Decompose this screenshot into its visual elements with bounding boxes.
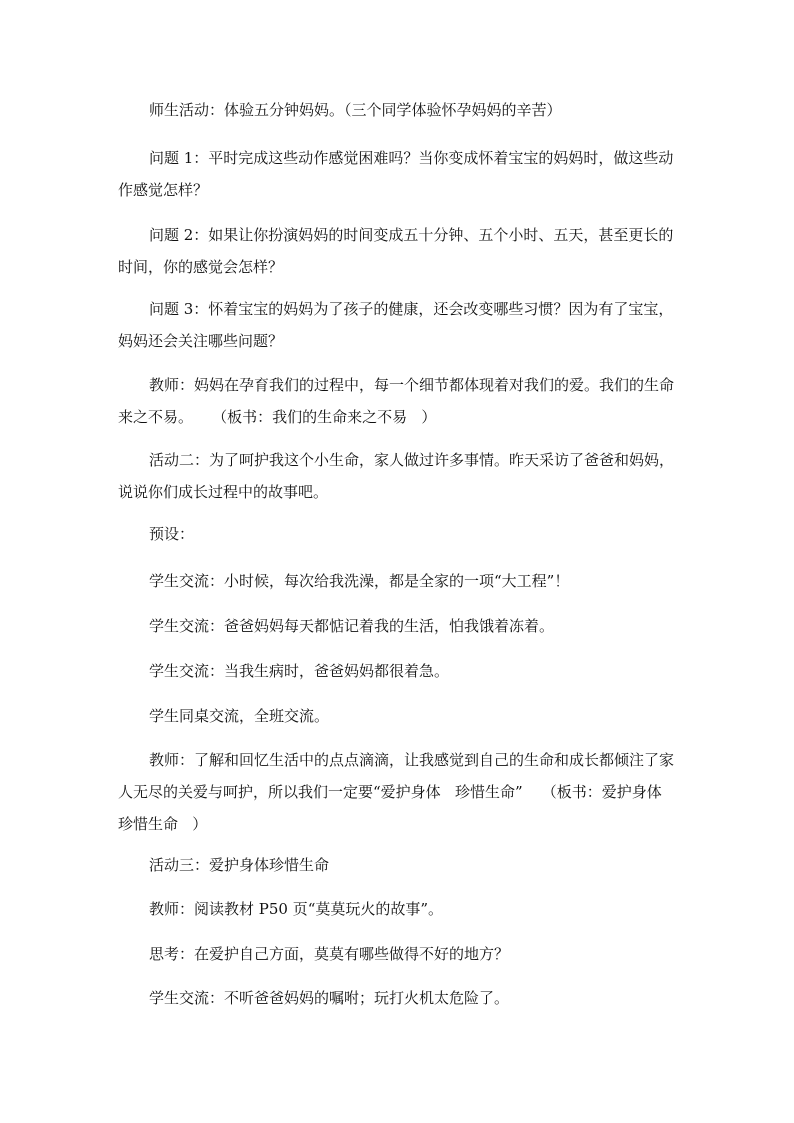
paragraph-question-3: 问题 3：怀着宝宝的妈妈为了孩子的健康，还会改变哪些习惯？因为有了宝宝，妈妈还会关注哪些问题？ [118, 300, 674, 350]
paragraph-student-share-2: 学生交流：爸爸妈妈每天都惦记着我的生活，怕我饿着冻着。 [149, 617, 555, 635]
paragraph-think: 思考：在爱护自己方面，莫莫有哪些做得不好的地方？ [149, 945, 510, 963]
paragraph-teacher-summary-1: 教师：妈妈在孕育我们的过程中，每一个细节都体现着对我们的爱。我们的生命来之不易。 （板书：我们的生命来之不易 ） [118, 376, 675, 426]
paragraph-preset: 预设： [149, 525, 195, 543]
paragraph-student-share-1: 学生交流：小时候，每次给我洗澡，都是全家的一项“大工程”！ [149, 572, 570, 590]
paragraph-student-share-4: 学生交流：不听爸爸妈妈的嘱咐；玩打火机太危险了。 [149, 989, 510, 1007]
paragraph-question-2: 问题 2：如果让你扮演妈妈的时间变成五十分钟、五个小时、五天，甚至更长的时间，你的感觉会怎样？ [118, 226, 674, 276]
paragraph-desk-mate-share: 学生同桌交流，全班交流。 [149, 707, 330, 725]
paragraph-activity-2: 活动二：为了呵护我这个小生命，家人做过许多事情。昨天采访了爸爸和妈妈，说说你们成长过程中的故事吧。 [118, 451, 675, 501]
paragraph-teacher-reading: 教师：阅读教材 P50 页“莫莫玩火的故事”。 [149, 900, 444, 918]
paragraph-student-share-3: 学生交流：当我生病时，爸爸妈妈都很着急。 [149, 662, 450, 680]
paragraph-teacher-student-activity: 师生活动：体验五分钟妈妈。（三个同学体验怀孕妈妈的辛苦） [149, 101, 562, 119]
paragraph-teacher-summary-2: 教师：了解和回忆生活中的点点滴滴，让我感觉到自己的生命和成长都倾注了家人无尽的关爱与呵护，所以我们一定要“爱护身体 珍惜生命” （板书：爱护身体 珍惜生命 ） [118, 751, 677, 833]
paragraph-question-1: 问题 1：平时完成这些动作感觉困难吗？当你变成怀着宝宝的妈妈时，做这些动作感觉怎样？ [118, 149, 674, 199]
paragraph-activity-3: 活动三：爱护身体珍惜生命 [149, 856, 330, 874]
